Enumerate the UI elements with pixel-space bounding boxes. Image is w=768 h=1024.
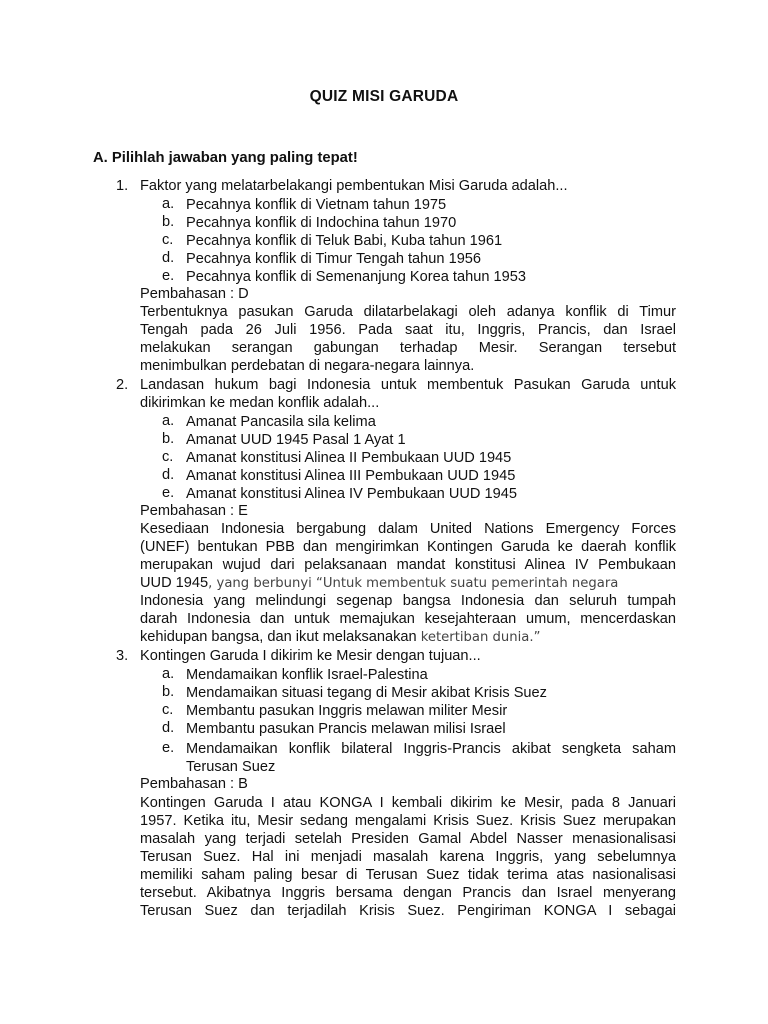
option-label: a.	[162, 666, 175, 682]
option-text: Mendamaikan konflik bilateral Inggris-Prancis akibat sengketa saham	[186, 741, 676, 757]
option-label: d.	[162, 467, 175, 483]
option-text: Amanat konstitusi Alinea IV Pembukaan UUD 1945	[186, 486, 517, 502]
question-number: 2.	[116, 377, 129, 393]
option-text: Mendamaikan situasi tegang di Mesir akibat Krisis Suez	[186, 685, 547, 701]
option-label: e.	[162, 485, 175, 501]
answer-label: Pembahasan : B	[140, 776, 248, 792]
explanation-line: darah Indonesia dan untuk memajukan kesejahteraan umum, mencerdaskan	[140, 611, 676, 627]
quote-segment: ketertiban dunia.”	[420, 630, 541, 645]
explanation-line: Kesediaan Indonesia bergabung dalam United Nations Emergency Forces	[140, 521, 676, 537]
explanation-line: Tengah pada 26 Juli 1956. Pada saat itu, Inggris, Prancis, dan Israel	[140, 322, 676, 338]
explanation-segment: UUD 1945	[140, 575, 209, 591]
explanation-line: melakukan serangan gabungan terhadap Mesir. Serangan tersebut	[140, 340, 676, 356]
explanation-line: 1957. Ketika itu, Mesir sedang mengalami Krisis Suez. Krisis Suez merupakan	[140, 813, 676, 829]
option-text: Pecahnya konflik di Indochina tahun 1970	[186, 215, 457, 231]
option-text: Membantu pasukan Prancis melawan milisi Israel	[186, 721, 506, 737]
option-text: Amanat Pancasila sila kelima	[186, 414, 376, 430]
answer-label: Pembahasan : E	[140, 503, 248, 519]
explanation-segment: kehidupan bangsa, dan ikut melaksanakan	[140, 629, 421, 645]
option-label: c.	[162, 702, 174, 718]
explanation-line	[140, 575, 676, 591]
explanation-line: Indonesia yang melindungi segenap bangsa Indonesia dan seluruh tumpah	[140, 593, 676, 609]
option-text: Pecahnya konflik di Timur Tengah tahun 1956	[186, 251, 482, 267]
page-title: QUIZ MISI GARUDA	[309, 88, 459, 105]
explanation-line: (UNEF) bentukan PBB dan mengirimkan Kontingen Garuda ke daerah konflik	[140, 539, 676, 555]
option-label: c.	[162, 449, 174, 465]
option-text: Pecahnya konflik di Vietnam tahun 1975	[186, 197, 447, 213]
option-text-continued: Terusan Suez	[186, 759, 276, 775]
option-label: a.	[162, 413, 175, 429]
section-heading: A. Pilihlah jawaban yang paling tepat!	[93, 150, 358, 166]
quote-segment: , yang berbunyi “Untuk membentuk suatu pemerintah negara	[208, 576, 619, 591]
option-label: e.	[162, 740, 175, 756]
explanation-line: Kontingen Garuda I atau KONGA I kembali dikirim ke Mesir, pada 8 Januari	[140, 795, 676, 811]
option-label: e.	[162, 268, 175, 284]
option-label: b.	[162, 431, 175, 447]
option-text: Pecahnya konflik di Teluk Babi, Kuba tahun 1961	[186, 233, 503, 249]
question-text: Landasan hukum bagi Indonesia untuk membentuk Pasukan Garuda untuk	[140, 377, 676, 393]
option-label: b.	[162, 684, 175, 700]
explanation-line: memiliki saham paling besar di Terusan Suez tidak terima atas nasionalisasi	[140, 867, 676, 883]
option-label: b.	[162, 214, 175, 230]
option-text: Membantu pasukan Inggris melawan militer Mesir	[186, 703, 508, 719]
explanation-line: Terusan Suez dan terjadilah Krisis Suez. Pengiriman KONGA I sebagai	[140, 903, 676, 919]
explanation-line: tersebut. Akibatnya Inggris bersama dengan Prancis dan Israel menyerang	[140, 885, 676, 901]
explanation-line: masalah yang terjadi setelah Presiden Gamal Abdel Nasser menasionalisasi	[140, 831, 676, 847]
answer-label: Pembahasan : D	[140, 286, 249, 302]
option-text: Amanat konstitusi Alinea III Pembukaan UUD 1945	[186, 468, 516, 484]
option-text: Mendamaikan konflik Israel-Palestina	[186, 667, 428, 683]
option-label: d.	[162, 250, 175, 266]
question-text: dikirimkan ke medan konflik adalah...	[140, 395, 380, 411]
explanation-line: Terusan Suez. Hal ini menjadi masalah karena Inggris, yang sebelumnya	[140, 849, 676, 865]
option-label: d.	[162, 720, 175, 736]
option-text: Pecahnya konflik di Semenanjung Korea tahun 1953	[186, 269, 526, 285]
option-label: c.	[162, 232, 174, 248]
option-text: Amanat konstitusi Alinea II Pembukaan UUD 1945	[186, 450, 512, 466]
option-label: a.	[162, 196, 175, 212]
question-number: 3.	[116, 648, 129, 664]
question-text: Faktor yang melatarbelakangi pembentukan Misi Garuda adalah...	[140, 178, 568, 194]
option-text: Amanat UUD 1945 Pasal 1 Ayat 1	[186, 432, 406, 448]
question-number: 1.	[116, 178, 129, 194]
explanation-line	[140, 629, 676, 645]
explanation-line: merupakan wujud dari pelaksanaan mandat konstitusi Alinea IV Pembukaan	[140, 557, 676, 573]
explanation-line: Terbentuknya pasukan Garuda dilatarbelakagi oleh adanya konflik di Timur	[140, 304, 676, 320]
explanation-line: menimbulkan perdebatan di negara-negara lainnya.	[140, 358, 475, 374]
question-text: Kontingen Garuda I dikirim ke Mesir dengan tujuan...	[140, 648, 481, 664]
